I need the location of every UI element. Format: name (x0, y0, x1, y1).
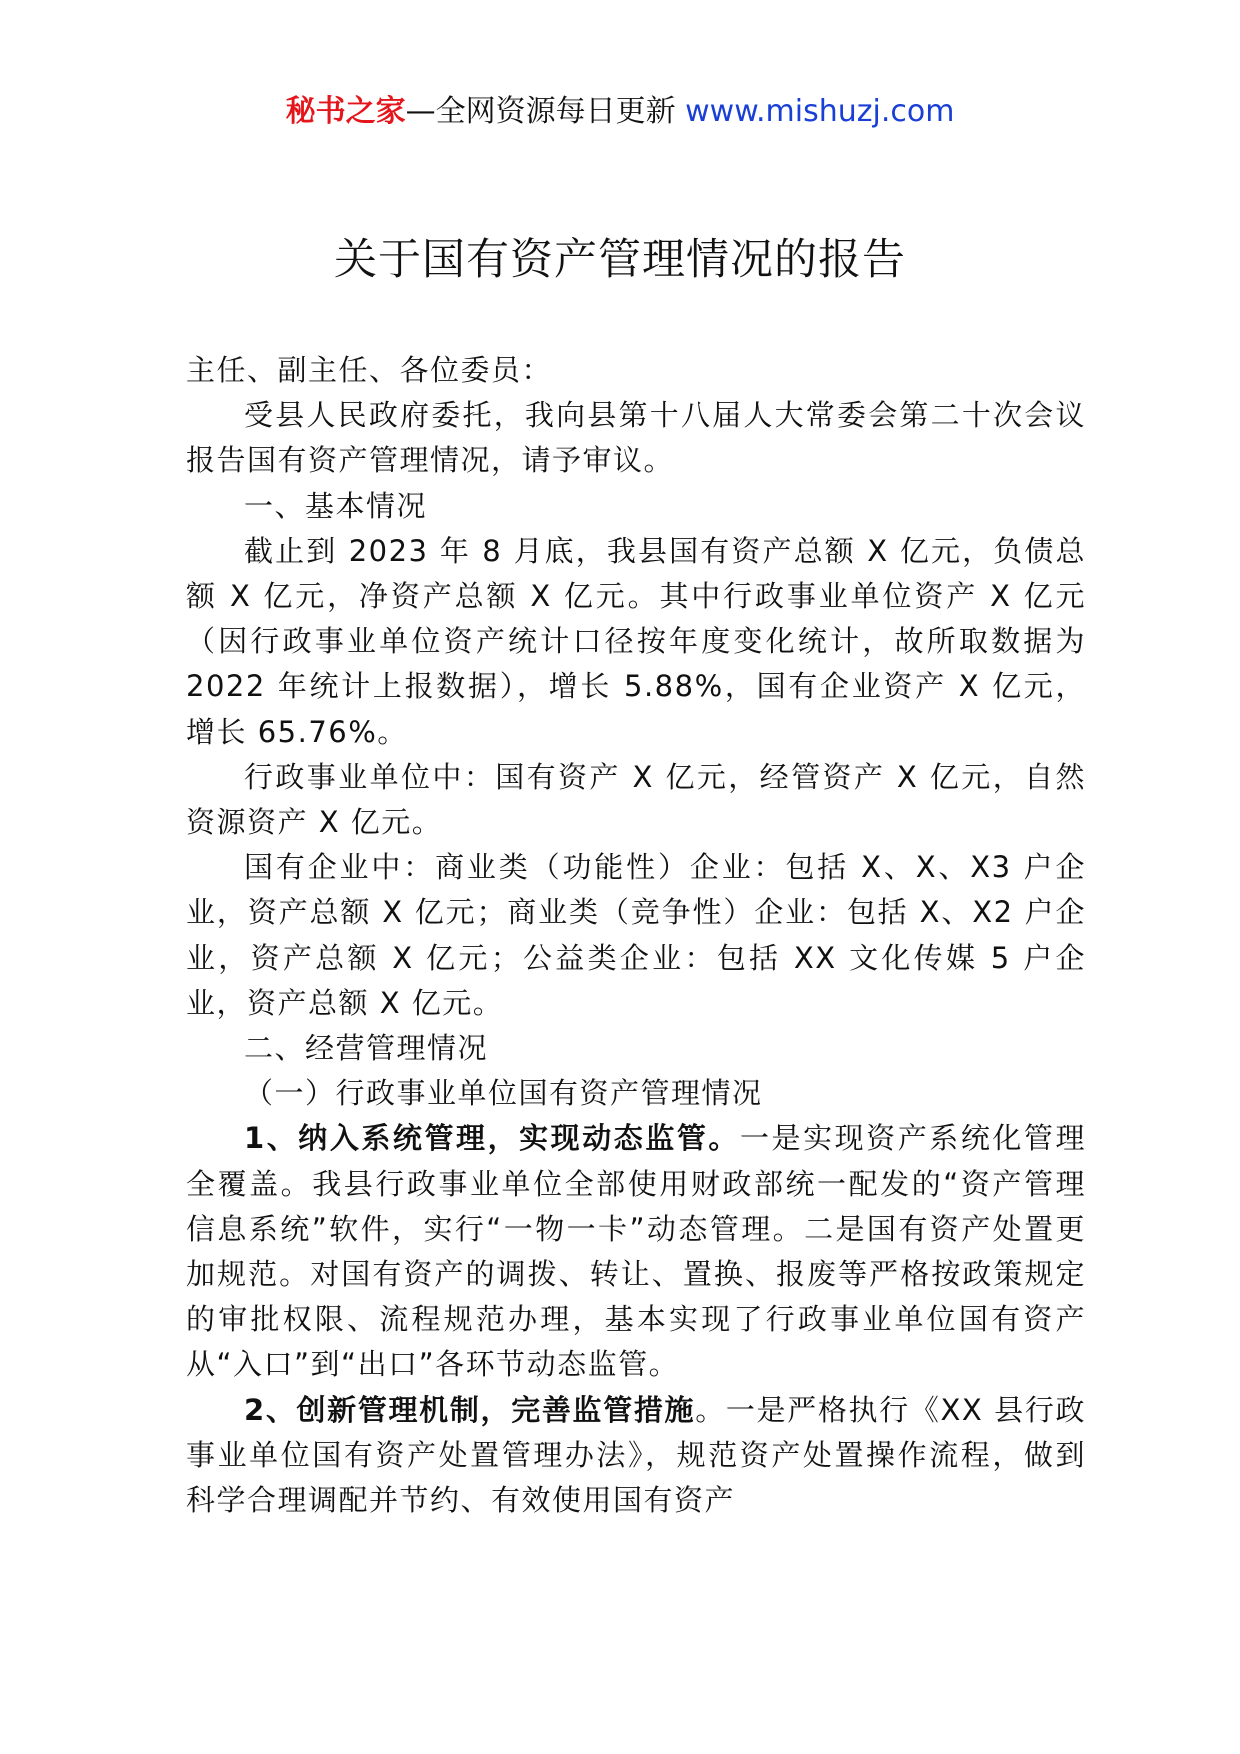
paragraph-item-1 (186, 1116, 1086, 1387)
section-heading-basic: 一、基本情况 (244, 488, 428, 523)
paragraph-admin-units: 行政事业单位中：国有资产 X 亿元，经管资产 X 亿元，自然资源资产 X 亿元。 (186, 759, 1086, 840)
brand-name: 秘书之家 (285, 94, 406, 129)
site-slogan: —全网资源每日更新 (405, 94, 686, 129)
salutation: 主任、副主任、各位委员： (186, 353, 553, 387)
section-heading-management: 二、经营管理情况 (244, 1031, 489, 1066)
site-url-link[interactable]: www.mishuzj.com (685, 94, 955, 129)
item-2-heading: 2、创新管理机制，完善监管措施 (244, 1392, 696, 1427)
subsection-heading-admin: （一）行政事业单位国有资产管理情况 (244, 1076, 763, 1111)
site-header (0, 92, 1240, 132)
document-title: 关于国有资产管理情况的报告 (334, 235, 906, 285)
paragraph-asset-totals: 截止到 2023 年 8 月底，我县国有资产总额 X 亿元，负债总额 X 亿元，净资产总额 X 亿元。其中行政事业单位资产 X 亿元（因行政事业单位资产统计口径按年度变化统计，故所取数据为 2022 年统计上报数据），增长 5.88%，国有企业资产 X 亿元，增长 65.76%。 (186, 533, 1086, 749)
item-1-heading: 1、纳入系统管理，实现动态监管。 (244, 1121, 740, 1156)
paragraph-intro: 受县人民政府委托，我向县第十八届人大常委会第二十次会议报告国有资产管理情况，请予审议。 (186, 398, 1086, 478)
paragraph-state-enterprises: 国有企业中：商业类（功能性）企业：包括 X、X、X3 户企业，资产总额 X 亿元；商业类（竞争性）企业：包括 X、X2 户企业，资产总额 X 亿元；公益类企业：包括 XX 文化传媒 5 户企业，资产总额 X 亿元。 (186, 850, 1086, 1020)
item-1-text: 一是实现资产系统化管理全覆盖。我县行政事业单位全部使用财政部统一配发的“资产管理信息系统”软件，实行“一物一卡”动态管理。二是国有资产处置更加规范。对国有资产的调拨、转让、置换、报废等严格按政策规定的审批权限、流程规范办理，基本实现了行政事业单位国有资产从“入口”到“出口”各环节动态监管。 (186, 1121, 1086, 1382)
paragraph-item-2 (186, 1388, 1086, 1524)
document-body (186, 348, 1086, 1523)
item-2-text: 。一是严格执行《XX 县行政事业单位国有资产处置管理办法》，规范资产处置操作流程，做到科学合理调配并节约、有效使用国有资产 (186, 1392, 1086, 1518)
